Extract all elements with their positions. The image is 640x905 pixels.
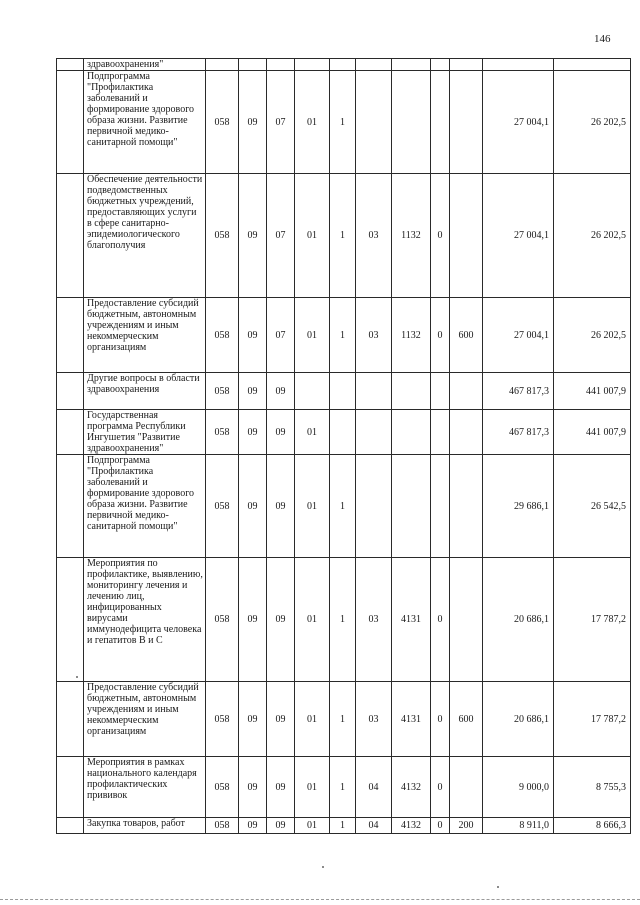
table-row [57, 818, 631, 834]
cell-v2: 17 787,2 [554, 558, 631, 682]
cell-c1: 058 [206, 410, 239, 455]
cell-c3: 09 [267, 682, 295, 757]
cell-c8: 0 [431, 757, 450, 818]
row-index-cell [57, 71, 84, 174]
cell-c9: 200 [450, 818, 483, 834]
row-index-cell [57, 373, 84, 410]
cell-c1: 058 [206, 757, 239, 818]
cell-c2: 09 [239, 71, 267, 174]
cell-c5: 1 [330, 818, 356, 834]
cell-c9 [450, 59, 483, 71]
cell-c6: 03 [356, 174, 392, 298]
cell-c4: 01 [295, 455, 330, 558]
cell-c9: 600 [450, 298, 483, 373]
cell-c5: 1 [330, 174, 356, 298]
cell-v1 [483, 59, 554, 71]
table-row [57, 298, 631, 373]
cell-c6: 04 [356, 757, 392, 818]
cell-c7 [392, 71, 431, 174]
cell-c4: 01 [295, 410, 330, 455]
cell-c3: 09 [267, 818, 295, 834]
cell-v1: 9 000,0 [483, 757, 554, 818]
cell-c5 [330, 410, 356, 455]
cell-c5: 1 [330, 71, 356, 174]
cell-c2: 09 [239, 410, 267, 455]
cell-c7 [392, 373, 431, 410]
cell-c6: 03 [356, 298, 392, 373]
page-number: 146 [594, 33, 611, 45]
row-index-cell [57, 455, 84, 558]
row-index-cell [57, 682, 84, 757]
table-row [57, 373, 631, 410]
cell-v2: 26 202,5 [554, 298, 631, 373]
cell-c2: 09 [239, 373, 267, 410]
cell-v1: 20 686,1 [483, 682, 554, 757]
row-name-cell: здравоохранения" [84, 59, 206, 71]
cell-c6 [356, 455, 392, 558]
cell-c3: 09 [267, 455, 295, 558]
row-index-cell [57, 410, 84, 455]
cell-c2: 09 [239, 455, 267, 558]
cell-c8 [431, 410, 450, 455]
cell-c5: 1 [330, 298, 356, 373]
cell-c2: 09 [239, 818, 267, 834]
cell-c9 [450, 71, 483, 174]
row-name-cell: Мероприятия в рамках национального календаря профилактических прививок [84, 757, 206, 818]
cell-c2: 09 [239, 757, 267, 818]
row-name-cell: Предоставление субсидий бюджетным, автономным учреждениям и иным некоммерческим организациям [84, 298, 206, 373]
cell-c8: 0 [431, 682, 450, 757]
cell-c8 [431, 373, 450, 410]
cell-c8: 0 [431, 174, 450, 298]
cell-c9 [450, 410, 483, 455]
scan-speck [497, 886, 499, 888]
row-index-cell [57, 757, 84, 818]
cell-v1: 27 004,1 [483, 298, 554, 373]
row-name-cell: Обеспечение деятельности подведомственных бюджетных учреждений, предоставляющих услуги в сфере санитарно-эпидемиологического благополучия [84, 174, 206, 298]
cell-c3: 07 [267, 174, 295, 298]
cell-v2: 8 666,3 [554, 818, 631, 834]
cell-c9 [450, 757, 483, 818]
scan-speck [322, 866, 324, 868]
cell-v2: 17 787,2 [554, 682, 631, 757]
cell-c5 [330, 373, 356, 410]
cell-c9 [450, 373, 483, 410]
table-row [57, 71, 631, 174]
row-name-cell: Подпрограмма "Профилактика заболеваний и формирование здорового образа жизни. Развитие первичной медико-санитарной помощи" [84, 71, 206, 174]
cell-c8: 0 [431, 558, 450, 682]
cell-c6 [356, 59, 392, 71]
cell-v1: 467 817,3 [483, 410, 554, 455]
cell-c6: 03 [356, 682, 392, 757]
cell-c2: 09 [239, 558, 267, 682]
cell-c2: 09 [239, 298, 267, 373]
cell-c4: 01 [295, 71, 330, 174]
cell-c7: 4131 [392, 558, 431, 682]
cell-c1: 058 [206, 558, 239, 682]
cell-c9 [450, 174, 483, 298]
cell-c7: 4132 [392, 757, 431, 818]
row-index-cell [57, 59, 84, 71]
cell-c9 [450, 455, 483, 558]
cell-c7 [392, 59, 431, 71]
scan-speck [76, 676, 78, 678]
row-name-cell: Государственная программа Республики Ингушетия "Развитие здравоохранения" [84, 410, 206, 455]
cell-c5: 1 [330, 455, 356, 558]
cell-c6: 04 [356, 818, 392, 834]
cell-c1: 058 [206, 818, 239, 834]
cell-c9: 600 [450, 682, 483, 757]
cell-v1: 27 004,1 [483, 174, 554, 298]
cell-c1 [206, 59, 239, 71]
cell-v2: 26 542,5 [554, 455, 631, 558]
cell-v1: 467 817,3 [483, 373, 554, 410]
page-bottom-edge [0, 899, 640, 900]
row-index-cell [57, 174, 84, 298]
cell-c6: 03 [356, 558, 392, 682]
table-row [57, 410, 631, 455]
cell-v1: 20 686,1 [483, 558, 554, 682]
cell-c3: 09 [267, 373, 295, 410]
cell-c2: 09 [239, 682, 267, 757]
cell-c3 [267, 59, 295, 71]
cell-c1: 058 [206, 373, 239, 410]
budget-table [56, 58, 631, 834]
table-row [57, 174, 631, 298]
table-row [57, 455, 631, 558]
cell-c7 [392, 455, 431, 558]
cell-c8: 0 [431, 298, 450, 373]
cell-c3: 07 [267, 298, 295, 373]
table-row [57, 757, 631, 818]
cell-c7 [392, 410, 431, 455]
cell-v2: 26 202,5 [554, 174, 631, 298]
cell-c8: 0 [431, 818, 450, 834]
cell-v2: 441 007,9 [554, 410, 631, 455]
cell-c4: 01 [295, 298, 330, 373]
cell-c7: 4132 [392, 818, 431, 834]
cell-c5 [330, 59, 356, 71]
cell-v2 [554, 59, 631, 71]
cell-c6 [356, 410, 392, 455]
cell-c4: 01 [295, 818, 330, 834]
row-name-cell: Другие вопросы в области здравоохранения [84, 373, 206, 410]
cell-c9 [450, 558, 483, 682]
cell-c6 [356, 71, 392, 174]
cell-v2: 8 755,3 [554, 757, 631, 818]
cell-v2: 441 007,9 [554, 373, 631, 410]
cell-c4 [295, 373, 330, 410]
cell-c1: 058 [206, 174, 239, 298]
cell-c4: 01 [295, 558, 330, 682]
cell-v2: 26 202,5 [554, 71, 631, 174]
cell-c3: 09 [267, 558, 295, 682]
cell-v1: 8 911,0 [483, 818, 554, 834]
cell-c1: 058 [206, 455, 239, 558]
cell-c7: 4131 [392, 682, 431, 757]
cell-c2 [239, 59, 267, 71]
cell-c5: 1 [330, 682, 356, 757]
cell-c3: 07 [267, 71, 295, 174]
cell-c4 [295, 59, 330, 71]
row-name-cell: Предоставление субсидий бюджетным, автономным учреждениям и иным некоммерческим организациям [84, 682, 206, 757]
row-name-cell: Мероприятия по профилактике, выявлению, мониторингу лечения и лечению лиц, инфицированных вирусами иммунодефицита человека и гепатитов В и С [84, 558, 206, 682]
cell-c4: 01 [295, 682, 330, 757]
cell-c8 [431, 455, 450, 558]
cell-c6 [356, 373, 392, 410]
table-row [57, 558, 631, 682]
cell-c7: 1132 [392, 298, 431, 373]
table-row [57, 59, 631, 71]
row-name-cell: Подпрограмма "Профилактика заболеваний и формирование здорового образа жизни. Развитие первичной медико-санитарной помощи" [84, 455, 206, 558]
row-index-cell [57, 818, 84, 834]
cell-c8 [431, 59, 450, 71]
cell-c1: 058 [206, 682, 239, 757]
cell-v1: 27 004,1 [483, 71, 554, 174]
cell-c3: 09 [267, 410, 295, 455]
cell-c5: 1 [330, 558, 356, 682]
cell-c1: 058 [206, 298, 239, 373]
cell-c4: 01 [295, 174, 330, 298]
cell-c7: 1132 [392, 174, 431, 298]
table-row [57, 682, 631, 757]
cell-c8 [431, 71, 450, 174]
cell-c3: 09 [267, 757, 295, 818]
cell-c1: 058 [206, 71, 239, 174]
cell-c2: 09 [239, 174, 267, 298]
cell-v1: 29 686,1 [483, 455, 554, 558]
cell-c5: 1 [330, 757, 356, 818]
row-index-cell [57, 298, 84, 373]
row-index-cell [57, 558, 84, 682]
cell-c4: 01 [295, 757, 330, 818]
row-name-cell: Закупка товаров, работ [84, 818, 206, 834]
